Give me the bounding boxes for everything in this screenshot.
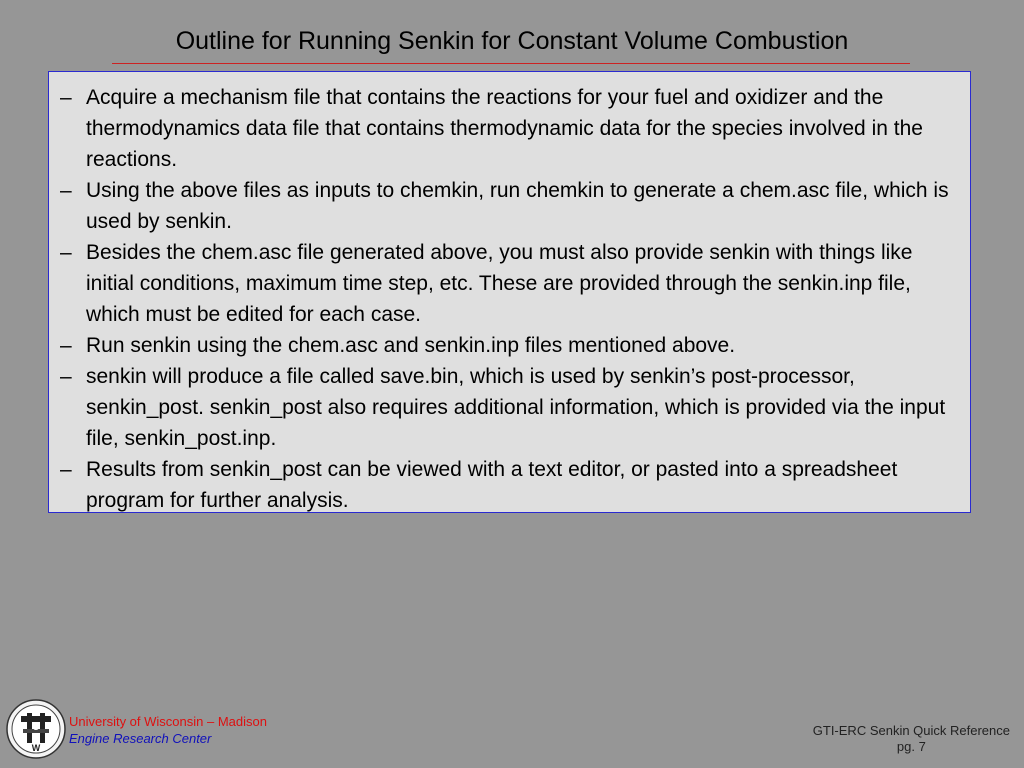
logo-left-pillar	[27, 713, 32, 743]
slide-title: Outline for Running Senkin for Constant Volume Combustion	[175, 27, 849, 55]
research-center-name: Engine Research Center	[69, 731, 212, 746]
bullet-dash: –	[60, 86, 72, 109]
logo-letter-w: W	[31, 743, 41, 753]
reference-title: GTI-ERC Senkin Quick Reference	[812, 723, 1010, 738]
footer-reference	[813, 723, 1010, 755]
content-box	[48, 71, 971, 513]
bullet-dash: –	[60, 241, 72, 264]
bullet-text: senkin will produce a file called save.bin, which is used by senkin’s post-processor, senkin_post. senkin_post also requires additional information, which is provided via the input file, senkin_post.inp.	[86, 365, 946, 450]
bullet-item	[60, 361, 956, 454]
logo-letter-u: U	[32, 722, 40, 732]
bullet-item	[60, 175, 956, 237]
bullet-text: Results from senkin_post can be viewed with a text editor, or pasted into a spreadsheet program for further analysis.	[86, 458, 898, 512]
bullet-text: Besides the chem.asc file generated above, you must also provide senkin with things like initial conditions, maximum time step, etc. These are provided through the senkin.inp file, which must be edited for each case.	[86, 241, 913, 326]
bullet-dash: –	[60, 334, 72, 357]
page-number: pg. 7	[896, 739, 926, 754]
bullet-dash: –	[60, 179, 72, 202]
bullet-text: Run senkin using the chem.asc and senkin.inp files mentioned above.	[86, 334, 736, 357]
bullet-text: Using the above files as inputs to chemkin, run chemkin to generate a chem.asc file, which is used by senkin.	[86, 179, 949, 233]
logo-right-pillar	[40, 713, 45, 743]
bullet-item	[60, 237, 956, 330]
footer-organization	[69, 713, 267, 747]
uw-logo	[6, 699, 66, 759]
bullet-item	[60, 82, 956, 175]
bullet-item	[60, 454, 956, 516]
bullet-dash: –	[60, 458, 72, 481]
bullet-dash: –	[60, 365, 72, 388]
bullet-text: Acquire a mechanism file that contains the reactions for your fuel and oxidizer and the thermodynamics data file that contains thermodynamic data for the species involved in the reactions.	[86, 86, 923, 171]
bullet-item	[60, 330, 956, 361]
bullet-list	[49, 72, 970, 516]
university-name: University of Wisconsin – Madison	[69, 714, 267, 729]
title-divider	[112, 63, 910, 64]
